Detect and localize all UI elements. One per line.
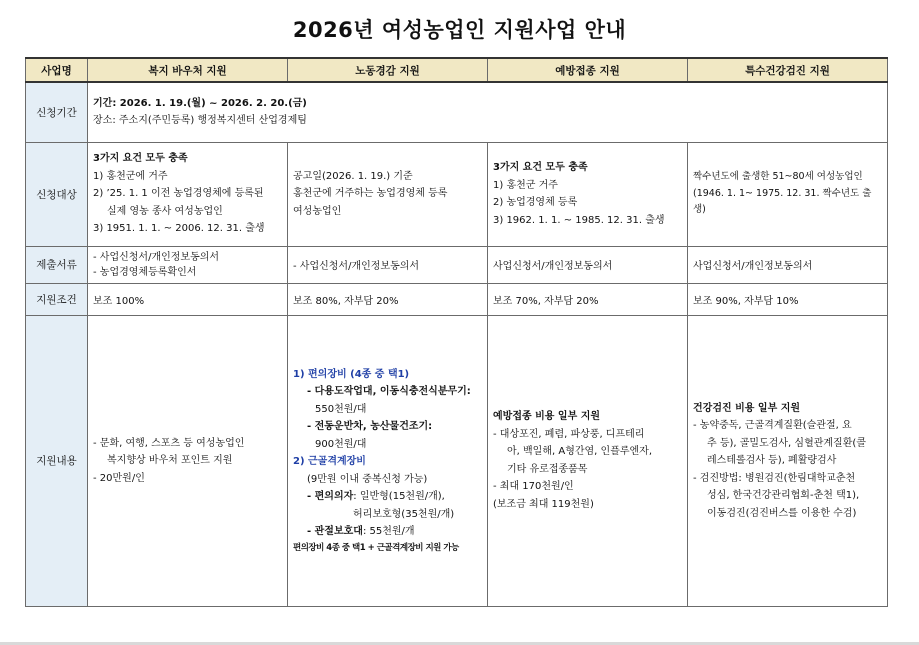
row-label-condition: 지원조건: [26, 283, 88, 315]
target-vaccine-line: 1) 홍천군 거주: [493, 179, 558, 191]
content-health-heading: 건강검진 비용 일부 지원: [693, 402, 801, 414]
content-labor-heading: 2) 근골격계장비: [293, 456, 366, 468]
docs-health: 사업신청서/개인정보동의서: [688, 246, 888, 283]
docs-welfare-line: - 사업신청서/개인정보동의서: [93, 251, 220, 263]
content-labor-chair: [293, 488, 482, 506]
row-label-period: 신청기간: [26, 82, 88, 142]
target-welfare-line: 3) 1951. 1. 1. ~ 2006. 12. 31. 출생: [93, 223, 265, 235]
content-vaccine-line: - 최대 170천원/인: [493, 481, 574, 493]
row-conditions: [26, 283, 888, 315]
target-vaccine-line: 3) 1962. 1. 1. ~ 1985. 12. 31. 출생: [493, 214, 665, 226]
content-labor-price: 허리보호형(35천원/개): [353, 508, 455, 520]
content-labor-price: : 일반형(15천원/개),: [353, 491, 445, 503]
content-welfare: [88, 315, 288, 607]
docs-labor: - 사업신청서/개인정보동의서: [288, 246, 488, 283]
header-health-checkup: 특수건강검진 지원: [688, 58, 888, 82]
content-welfare-line: 복지향상 바우처 포인트 지원: [107, 455, 233, 466]
row-documents: [26, 246, 888, 283]
target-vaccine: [488, 142, 688, 246]
target-welfare-line: 실제 영농 종사 여성농업인: [107, 205, 223, 217]
content-health-line: 이동검진(검진버스를 이용한 수검): [707, 507, 857, 519]
period-place: 장소: 주소지(주민등록) 행정복지센터 산업경제팀: [93, 115, 307, 127]
page-title: 2026년 여성농업인 지원사업 안내: [292, 18, 627, 42]
target-welfare-line: 1) 홍천군에 거주: [93, 170, 168, 182]
condition-labor: 보조 80%, 자부담 20%: [288, 283, 488, 315]
content-welfare-line: - 문화, 여행, 스포츠 등 여성농업인: [93, 437, 245, 449]
target-labor: [288, 142, 488, 246]
target-vaccine-heading: 3가지 요건 모두 충족: [493, 162, 588, 173]
content-vaccine-line: - 대상포진, 폐렴, 파상풍, 디프테리: [493, 428, 645, 440]
header-welfare-voucher: 복지 바우처 지원: [88, 58, 288, 82]
row-application-period: [26, 82, 888, 142]
content-labor-footnote: 편의장비 4종 중 택1 + 근골격계장비 지원 가능: [293, 542, 459, 553]
table-header-row: [26, 58, 888, 82]
content-welfare-line: - 20만원/인: [93, 472, 145, 484]
row-support-content: [26, 315, 888, 607]
header-vaccination: 예방접종 지원: [488, 58, 688, 82]
target-labor-line: 공고일(2026. 1. 19.) 기준: [293, 170, 413, 182]
content-labor-heading: 1) 편의장비 (4종 중 택1): [293, 368, 410, 380]
content-vaccine: [488, 315, 688, 607]
target-welfare-line: 2) ’25. 1. 1 이전 농업경영체에 등록된: [93, 188, 264, 200]
target-health-line: (1946. 1. 1~ 1975. 12. 31. 짝수년도 출생): [693, 187, 872, 216]
row-label-content: 지원내용: [26, 315, 88, 607]
target-welfare-heading: 3가지 요건 모두 충족: [93, 153, 188, 165]
content-labor-joint: [293, 523, 482, 541]
period-dates: 기간: 2026. 1. 19.(월) ~ 2026. 2. 20.(금): [93, 97, 307, 109]
row-eligibility: [26, 142, 888, 246]
target-vaccine-line: 2) 농업경영체 등록: [493, 197, 578, 208]
content-labor-item: - 관절보호대: [307, 526, 363, 538]
row-label-docs: 제출서류: [26, 246, 88, 283]
target-labor-line: 홍천군에 거주하는 농업경영체 등록: [293, 188, 448, 200]
condition-welfare: 보조 100%: [88, 283, 288, 315]
content-health-line: 추 등), 골밀도검사, 심혈관계질환(콜: [707, 437, 866, 449]
content-vaccine-line: (보조금 최대 119천원): [493, 498, 594, 510]
docs-welfare: [88, 246, 288, 283]
condition-health: 보조 90%, 자부담 10%: [688, 283, 888, 315]
content-labor-price: 550천원/대: [315, 403, 367, 415]
content-labor-price: : 55천원/개: [362, 526, 415, 538]
content-labor-item: - 편의의자: [307, 491, 354, 503]
target-labor-line: 여성농업인: [293, 205, 342, 217]
content-health-line: 성심, 한국건강관리협회-춘천 택1),: [707, 490, 860, 501]
program-table: [25, 57, 888, 607]
content-labor-note: (9만원 이내 중복신청 가능): [307, 473, 428, 485]
row-label-target: 신청대상: [26, 142, 88, 246]
content-labor-item: - 전동운반차, 농산물건조기:: [307, 421, 433, 433]
target-welfare: [88, 142, 288, 246]
docs-vaccine: 사업신청서/개인정보동의서: [488, 246, 688, 283]
content-health: [688, 315, 888, 607]
content-vaccine-heading: 예방접종 비용 일부 지원: [493, 411, 601, 423]
content-labor-price: 900천원/대: [315, 438, 367, 450]
content-labor-item: - 다용도작업대, 이동식충전식분무기:: [307, 386, 471, 398]
target-health: [688, 142, 888, 246]
content-health-line: 레스테롤검사 등), 폐활량검사: [707, 455, 837, 466]
content-labor: [288, 315, 488, 607]
content-health-line: - 농약중독, 근골격계질환(슬관절, 요: [693, 420, 852, 431]
target-health-line: 짝수년도에 출생한 51~80세 여성농업인: [693, 171, 863, 183]
content-vaccine-line: 아, 백일해, A형간염, 인플루엔자,: [507, 446, 653, 458]
condition-vaccine: 보조 70%, 자부담 20%: [488, 283, 688, 315]
header-program-name: 사업명: [26, 58, 88, 82]
content-health-line: - 검진방법: 병원검진(한림대학교춘천: [693, 472, 856, 484]
header-labor-relief: 노동경감 지원: [288, 58, 488, 82]
content-vaccine-line: 기타 유로접종품목: [507, 463, 588, 475]
period-cell: [88, 82, 888, 142]
docs-welfare-line: - 농업경영체등록확인서: [93, 266, 197, 278]
